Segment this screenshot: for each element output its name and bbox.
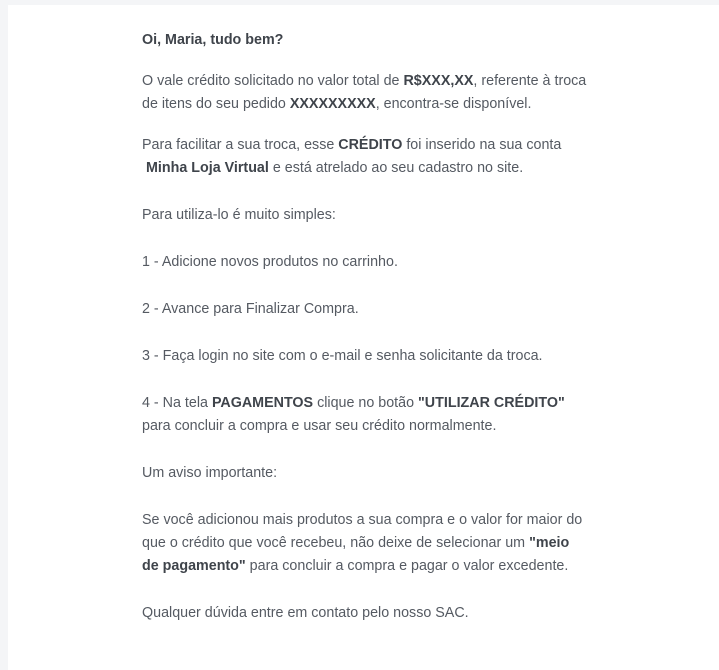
step-4 [142, 392, 612, 438]
email-card [8, 5, 719, 670]
account-line-2 [142, 157, 612, 180]
order-text-b: , encontra-se disponível. [375, 96, 532, 112]
warning-line-3 [142, 555, 612, 578]
credit-amount: R$XXX,XX [403, 73, 474, 89]
credit-paragraph [142, 70, 612, 116]
step-4-text-b: clique no botão [313, 395, 419, 411]
account-paragraph [142, 134, 612, 180]
account-line-1 [142, 134, 612, 157]
credit-text-b: , referente à troca [473, 73, 587, 89]
meio-word: "meio [529, 535, 570, 551]
step-4-line-2: para concluir a compra e usar seu crédito normalmente. [142, 418, 497, 434]
pagamento-word: de pagamento" [142, 558, 246, 574]
order-number: XXXXXXXXX [289, 96, 376, 112]
step-1: 1 - Adicione novos produtos no carrinho. [142, 254, 398, 270]
store-name: Minha Loja Virtual [145, 160, 269, 176]
credit-text-a: O vale crédito solicitado no valor total de [142, 73, 404, 89]
warning-title: Um aviso importante: [142, 465, 278, 481]
greeting: Oi, Maria, tudo bem? [142, 32, 284, 48]
warning-line-2 [142, 532, 612, 555]
credit-line-2 [142, 93, 612, 116]
account-text-c: e está atrelado ao seu cadastro no site. [268, 160, 524, 176]
closing-text: Qualquer dúvida entre em contato pelo nosso SAC. [142, 605, 469, 621]
step-3: 3 - Faça login no site com o e-mail e senha solicitante da troca. [142, 348, 543, 364]
credit-line-1 [142, 70, 612, 93]
order-text-a: de itens do seu pedido [142, 96, 290, 112]
instructions-intro: Para utiliza-lo é muito simples: [142, 207, 336, 223]
credito-word: CRÉDITO [338, 137, 403, 153]
utilizar-credito-word: "UTILIZAR CRÉDITO" [418, 395, 565, 411]
warning-line-1: Se você adicionou mais produtos a sua compra e o valor for maior do [142, 512, 583, 528]
pagamentos-word: PAGAMENTOS [211, 395, 314, 411]
warning-text-b: para concluir a compra e pagar o valor excedente. [245, 558, 569, 574]
warning-text-a: que o crédito que você recebeu, não deixe de selecionar um [142, 535, 530, 551]
step-4-text-a: 4 - Na tela [142, 395, 212, 411]
warning-paragraph [142, 509, 612, 578]
account-text-b: foi inserido na sua conta [402, 137, 562, 153]
account-text-a: Para facilitar a sua troca, esse [142, 137, 339, 153]
step-4-line-1 [142, 392, 612, 415]
email-body [142, 29, 612, 625]
step-2: 2 - Avance para Finalizar Compra. [142, 301, 359, 317]
